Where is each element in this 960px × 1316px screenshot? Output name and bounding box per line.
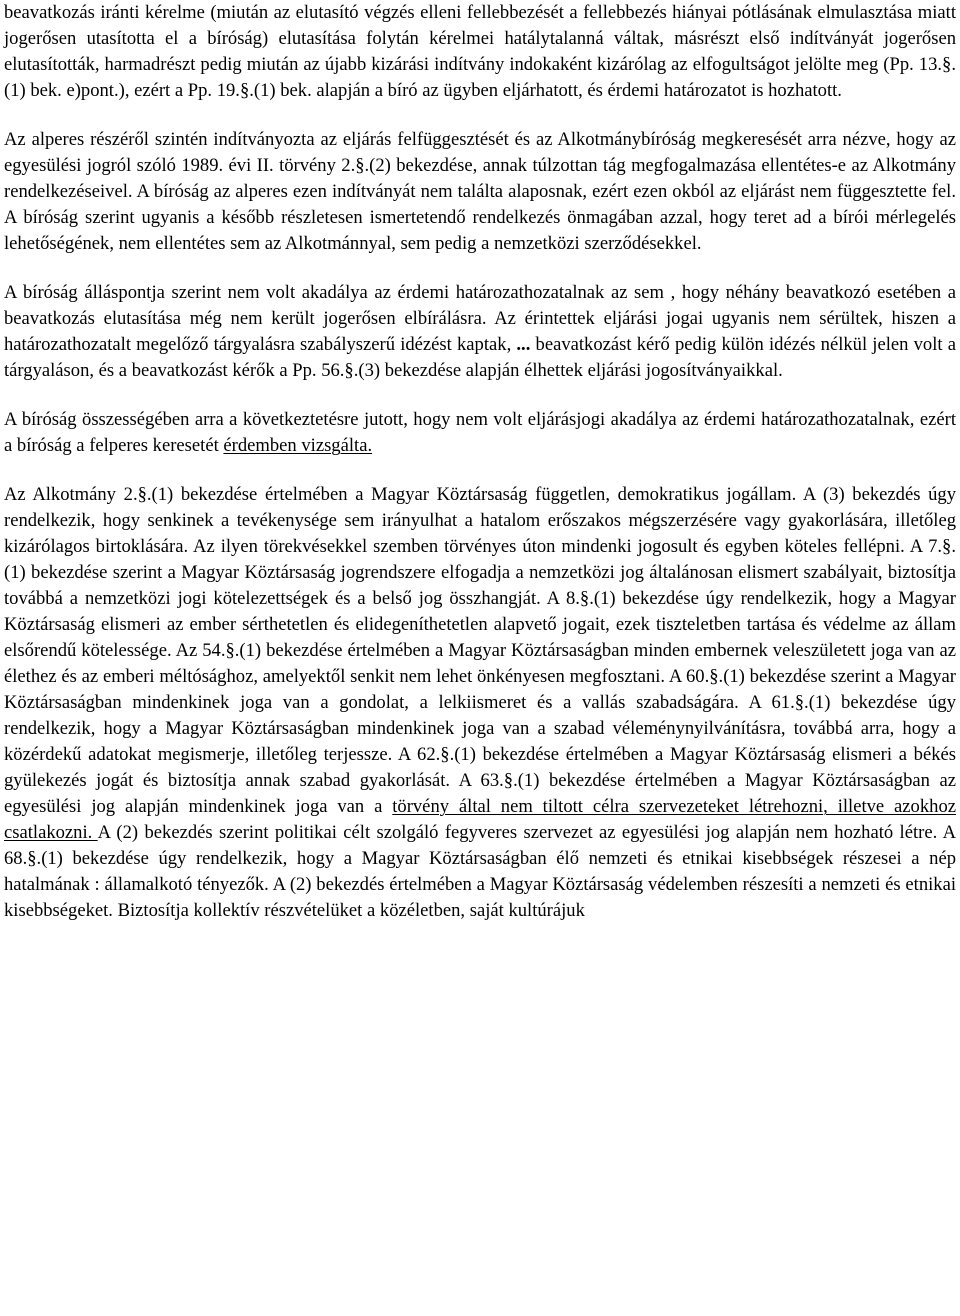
paragraph-1 bbox=[4, 0, 956, 104]
underlined-phrase: törvény által nem tiltott célra szervezeteket létrehozni, illetve azokhoz csatlakozni. bbox=[4, 796, 956, 843]
document-page bbox=[4, 0, 956, 947]
paragraph-5-text-b: A (2) bekezdés szerint politikai célt szolgáló fegyveres szervezet az egyesülési jog alapján nem hozható létre. A 68.§.(1) bekezdése úgy rendelkezik, hogy a Magyar Köztársaságban élő nemzeti és etnikai kisebbségek részesei a nép hatalmának : államalkotó tényezők. A (2) bekezdés értelmében a Magyar Köztársaság védelemben részesíti a nemzeti és etnikai kisebbségeket. Biztosítja kollektív részvételüket a közéletben, saját kultúrájuk bbox=[4, 822, 956, 921]
paragraph-3 bbox=[4, 280, 956, 384]
paragraph-5-text-a: Az Alkotmány 2.§.(1) bekezdése értelmében a Magyar Köztársaság független, demokratikus jogállam. A (3) bekezdés úgy rendelkezik, hogy senkinek a tevékenysége sem irányulhat a hatalom erőszakos mégszerzésére vagy gyakorlására, illetőleg kizárólagos birtoklására. Az ilyen törekvésekkel szemben törvényes úton mindenki jogosult és egyben köteles fellépni. A 7.§.(1) bekezdése szerint a Magyar Köztársaság jogrendszere elfogadja a nemzetközi jog általánosan elismert szabályait, biztosítja továbbá a nemzetközi jogi kötelezettségek és a belső jog összhangját. A 8.§.(1) bekezdése úgy rendelkezik, hogy a Magyar Köztársaság elismeri az ember sérthetetlen és elidegeníthetetlen alapvető jogait, ezek tiszteletben tartása és védelme az állam elsőrendű kötelessége. Az 54.§.(1) bekezdése értelmében a Magyar Köztársaságban minden embernek veleszületett joga van az élethez és az emberi méltósághoz, amelyektől senkit nem lehet önkényesen megfosztani. A 60.§.(1) bekezdése szerint a Magyar Köztársaságban mindenkinek joga van a gondolat, a lelkiismeret és a vallás szabadságára. A 61.§.(1) bekezdése úgy rendelkezik, hogy a Magyar Köztársaságban mindenkinek joga van a szabad véleménynyilvánításra, továbbá arra, hogy a közérdekű adatokat megismerje, illetőleg terjessze. A 62.§.(1) bekezdése értelmében a Magyar Köztársaság elismeri a békés gyülekezés jogát és biztosítja annak szabad gyakorlását. A 63.§.(1) bekezdése értelmében a Magyar Köztársaságban az egyesülési jog alapján mindenkinek joga van a bbox=[4, 484, 956, 817]
paragraph-4-text: A bíróság összességében arra a következtetésre jutott, hogy nem volt eljárásjogi akadálya az érdemi határozathozatalnak, ezért a bíróság a felperes keresetét bbox=[4, 409, 956, 456]
paragraph-3-text-a: A bíróság álláspontja szerint nem volt akadálya az érdemi határozathozatalnak az sem , hogy néhány beavatkozó esetében a beavatkozás elutasítása még nem került jogerősen elbírálásra. Az érintettek eljárási jogai ugyanis nem sérültek, hiszen a határozathozatalt megelőző tárgyalásra szabályszerű idézést kaptak, bbox=[4, 282, 956, 355]
paragraph-4 bbox=[4, 407, 956, 459]
paragraph-1-text: beavatkozás iránti kérelme (miután az elutasító végzés elleni fellebbezését a fellebbezés hiányai pótlásának elmulasztása miatt jogerősen utasította el a bíróság) elutasítása folytán kérelmei hatálytalanná váltak, másrészt első indítványát jogerősen elutasították, harmadrészt pedig miután az újabb kizárási indítvány indokaként kizárólag az elfogultságot jelölte meg (Pp. 13.§.(1) bek. e)pont.), ezért a Pp. 19.§.(1) bek. alapján a bíró az ügyben eljárhatott, és érdemi határozatot is hozhatott. bbox=[4, 2, 956, 101]
paragraph-2 bbox=[4, 127, 956, 257]
paragraph-3-text-b: beavatkozást kérő pedig külön idézés nélkül jelen volt a tárgyaláson, és a beavatkozást kérők a Pp. 56.§.(3) bekezdése alapján élhettek eljárási jogosítványaikkal. bbox=[4, 334, 956, 381]
paragraph-2-text: Az alperes részéről szintén indítványozta az eljárás felfüggesztését és az Alkotmánybíróság megkeresését arra nézve, hogy az egyesülési jogról szóló 1989. évi II. törvény 2.§.(2) bekezdése, annak túlzottan tág megfogalmazása ellentétes-e az Alkotmány rendelkezéseivel. A bíróság az alperes ezen indítványát nem találta alaposnak, ezért ezen okból az eljárást nem függesztette fel. A bíróság szerint ugyanis a később részletesen ismertetendő rendelkezés önmagában azzal, hogy teret ad a bírói mérlegelés lehetőségének, nem ellentétes sem az Alkotmánnyal, sem pedig a nemzetközi szerződésekkel. bbox=[4, 129, 956, 254]
underlined-phrase: érdemben vizsgálta. bbox=[223, 435, 373, 456]
paragraph-5 bbox=[4, 482, 956, 924]
ellipsis-bold: ... bbox=[516, 334, 531, 355]
